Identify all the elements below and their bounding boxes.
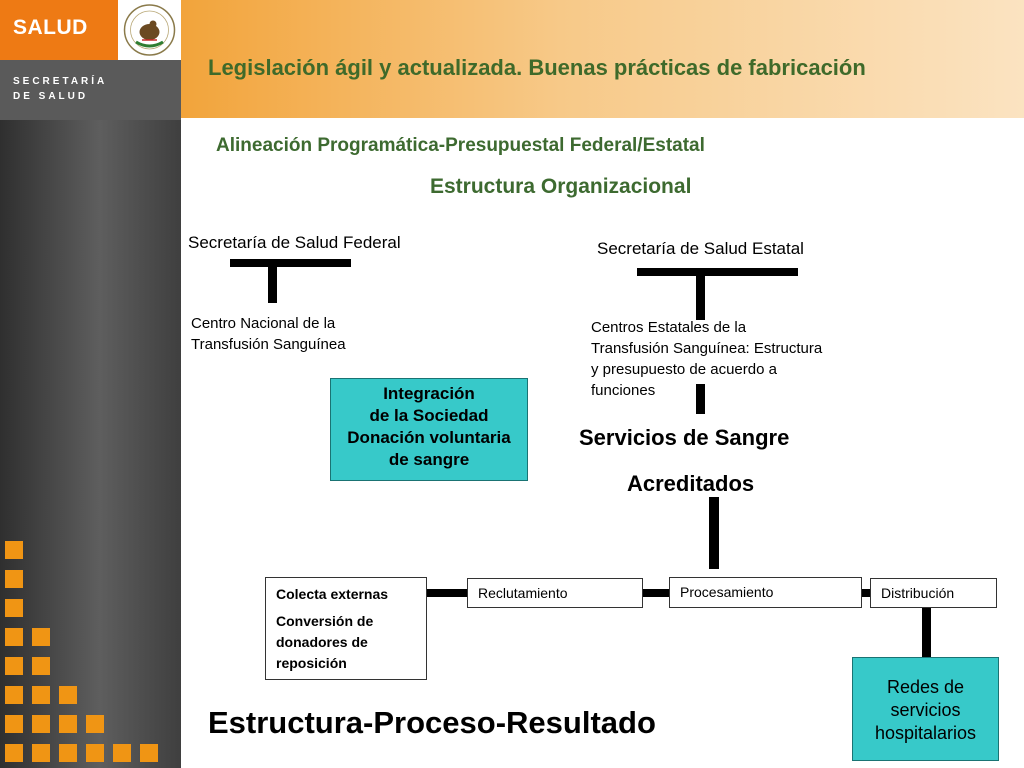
integracion-box — [330, 378, 528, 481]
estatal-title — [597, 239, 804, 259]
integracion-line: Donación voluntaria — [347, 428, 511, 447]
salud-logo-text: SALUD — [13, 16, 88, 39]
colecta-line: Conversión de — [276, 613, 374, 629]
deco-square — [5, 541, 23, 559]
colecta-line: donadores de — [276, 634, 368, 650]
integracion-line: de sangre — [388, 450, 470, 469]
brand-block — [0, 0, 181, 120]
deco-square — [86, 715, 104, 733]
integracion-line: de la Sociedad — [369, 406, 489, 425]
estatal-connector-h — [637, 268, 798, 276]
federal-title — [188, 233, 401, 253]
reclutamiento-box — [467, 578, 643, 608]
secretaria-line: SECRETARÍA — [13, 76, 108, 87]
servicios-line1: Servicios de Sangre — [579, 425, 790, 450]
cets-line: y presupuesto de acuerdo a — [591, 361, 777, 378]
redes-line: hospitalarios — [874, 723, 977, 743]
distribucion-to-redes-connector — [922, 608, 931, 658]
servicios-line2: Acreditados — [627, 471, 755, 496]
deco-square — [5, 715, 23, 733]
redes-line: servicios — [890, 700, 961, 720]
deco-square — [113, 744, 131, 762]
deco-square — [86, 744, 104, 762]
procesamiento-to-distribucion-connector — [862, 589, 870, 597]
cets-label — [591, 317, 822, 401]
cets-line: funciones — [591, 382, 656, 399]
deco-square — [59, 686, 77, 704]
deco-square — [32, 715, 50, 733]
deco-square — [32, 657, 50, 675]
deco-square — [32, 628, 50, 646]
de-salud-line: DE SALUD — [13, 91, 89, 102]
colecta-to-reclutamiento-connector — [427, 589, 468, 597]
federal-title-text: Secretaría de Salud Federal — [188, 233, 401, 252]
eagle-seal-icon — [122, 2, 177, 58]
colecta-title: Colecta externas — [276, 586, 389, 602]
procesamiento-label: Procesamiento — [680, 584, 774, 600]
estatal-title-text: Secretaría de Salud Estatal — [597, 239, 804, 258]
cnts-line: Transfusión Sanguínea — [191, 336, 346, 353]
deco-square — [5, 657, 23, 675]
deco-square — [59, 715, 77, 733]
deco-square — [5, 570, 23, 588]
redes-line: Redes de — [886, 677, 965, 697]
salud-logo-bar — [0, 0, 118, 60]
national-seal — [118, 0, 181, 60]
secretaria-de-salud-label — [13, 74, 107, 104]
deco-square — [5, 599, 23, 617]
procesamiento-box — [669, 577, 862, 608]
estatal-connector-v — [696, 268, 705, 320]
federal-connector-v — [268, 259, 277, 303]
reclutamiento-label: Reclutamiento — [478, 585, 568, 601]
integracion-line: Integración — [383, 384, 475, 403]
deco-square — [59, 744, 77, 762]
deco-square — [140, 744, 158, 762]
servicios-to-procesamiento-connector — [709, 497, 719, 569]
colecta-line: reposición — [276, 655, 347, 671]
cnts-line: Centro Nacional de la — [191, 315, 336, 332]
deco-square — [5, 744, 23, 762]
cnts-label — [191, 313, 346, 355]
deco-square — [5, 628, 23, 646]
reclutamiento-to-procesamiento-connector — [643, 589, 669, 597]
redes-box — [852, 657, 999, 761]
alineacion-subtitle: Alineación Programática-Presupuestal Federal/Estatal — [216, 135, 705, 156]
deco-square — [32, 686, 50, 704]
federal-connector-h — [230, 259, 351, 267]
estructura-subtitle: Estructura Organizacional — [430, 175, 692, 198]
footer-title: Estructura-Proceso-Resultado — [208, 705, 656, 740]
colecta-box — [265, 577, 427, 680]
cets-line: Centros Estatales de la — [591, 319, 747, 336]
cets-to-servicios-connector — [696, 384, 705, 414]
distribucion-box — [870, 578, 997, 608]
deco-square — [5, 686, 23, 704]
deco-square — [32, 744, 50, 762]
cets-line: Transfusión Sanguínea: Estructura — [591, 340, 823, 357]
page-title: Legislación ágil y actualizada. Buenas prácticas de fabricación — [208, 55, 866, 80]
distribucion-label: Distribución — [881, 585, 955, 601]
